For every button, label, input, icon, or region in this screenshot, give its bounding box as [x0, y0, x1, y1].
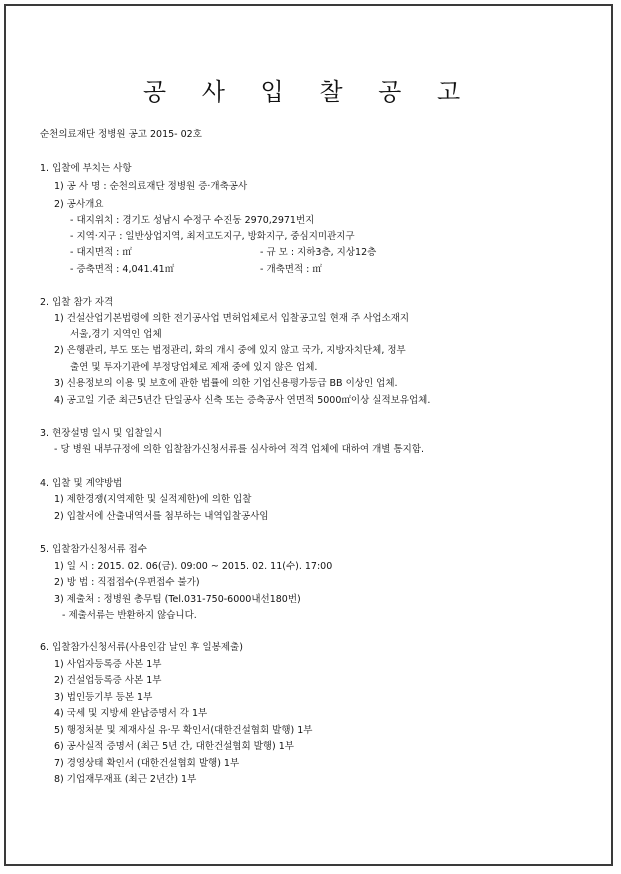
section-3-heading: 3. 현장설명 일시 및 입찰일시 [40, 428, 163, 439]
s1-item-1: 1) 공 사 명 : 순천의료재단 정병원 증·개축공사 [54, 181, 248, 192]
s5-item-2: 2) 방 법 : 직접접수(우편접수 불가) [54, 577, 200, 588]
s6-item-1: 1) 사업자등록증 사본 1부 [54, 659, 162, 670]
s6-item-8: 8) 기업재무재표 (최근 2년간) 1부 [54, 774, 197, 785]
s2-item-4: 4) 공고일 기준 최근5년간 단일공사 신축 또는 증축공사 연면적 5000㎡이상 실적보유업체. [54, 395, 431, 406]
s5-item-3: 3) 제출처 : 정병원 총무팀 (Tel.031-750-6000내선180번) [54, 594, 301, 605]
s1-detail-4b: - 개축면적 : ㎡ [260, 264, 322, 275]
s6-item-4: 4) 국세 및 지방세 완납증명서 각 1부 [54, 708, 208, 719]
s4-item-2: 2) 입찰서에 산출내역서를 첨부하는 내역입찰공사임 [54, 511, 269, 522]
s5-item-1: 1) 일 시 : 2015. 02. 06(금). 09:00 ~ 2015. 02. 11(수). 17:00 [54, 561, 333, 572]
section-5-heading: 5. 입찰참가신청서류 접수 [40, 544, 147, 555]
s1-item-2: 2) 공사개요 [54, 199, 104, 210]
section-6-heading: 6. 입찰참가신청서류(사용인감 날인 후 일봉제출) [40, 642, 243, 653]
s6-item-5: 5) 행정처분 및 제재사실 유·무 확인서(대한건설협회 발행) 1부 [54, 725, 313, 736]
s1-detail-3b: - 규 모 : 지하3층, 지상12층 [260, 247, 377, 258]
section-4-heading: 4. 입찰 및 계약방법 [40, 478, 123, 489]
section-2-heading: 2. 입찰 참가 자격 [40, 297, 114, 308]
s4-item-1: 1) 제한경쟁(지역제한 및 실적제한)에 의한 입찰 [54, 494, 252, 505]
s1-detail-2: - 지역·지구 : 일반상업지역, 최저고도지구, 방화지구, 중심지미관지구 [70, 231, 355, 242]
s6-item-3: 3) 법인등기부 등본 1부 [54, 692, 153, 703]
s6-item-7: 7) 경영상태 확인서 (대한건설협회 발행) 1부 [54, 758, 240, 769]
s2-item-1b: 서울,경기 지역인 업체 [70, 329, 162, 340]
section-1-heading: 1. 입찰에 부치는 사항 [40, 163, 132, 174]
s3-item-1: - 당 병원 내부규정에 의한 입찰참가신청서류를 심사하여 적격 업체에 대하여 개별 통지함. [54, 444, 425, 455]
s5-item-4: - 제출서류는 반환하지 않습니다. [62, 610, 197, 621]
s2-item-1a: 1) 건설산업기본법령에 의한 전기공사업 면허업체로서 입찰공고일 현재 주 사업소재지 [54, 313, 410, 324]
s1-detail-4a: - 증축면적 : 4,041.41㎡ [70, 264, 175, 275]
s2-item-3: 3) 신용정보의 이용 및 보호에 관한 법률에 의한 기업신용평가등급 BB 이상인 업체. [54, 378, 398, 389]
s2-item-2b: 출연 및 투자기관에 부정당업체로 제재 중에 있지 않은 업체. [70, 362, 318, 373]
s1-detail-1: - 대지위치 : 경기도 성남시 수정구 수진동 2970,2971번지 [70, 215, 315, 226]
s6-item-2: 2) 건설업등록증 사본 1부 [54, 675, 162, 686]
s2-item-2a: 2) 은행관리, 부도 또는 법정관리, 화의 개시 중에 있지 않고 국가, 지방자치단체, 정부 [54, 345, 406, 356]
document-title: 공 사 입 찰 공 고 [142, 78, 475, 106]
s6-item-6: 6) 공사실적 증명서 (최근 5년 간, 대한건설협회 발행) 1부 [54, 741, 294, 752]
s1-detail-3a: - 대지면적 : ㎡ [70, 247, 132, 258]
document-page [4, 4, 613, 866]
notice-number: 순천의료재단 정병원 공고 2015- 02호 [40, 129, 202, 140]
